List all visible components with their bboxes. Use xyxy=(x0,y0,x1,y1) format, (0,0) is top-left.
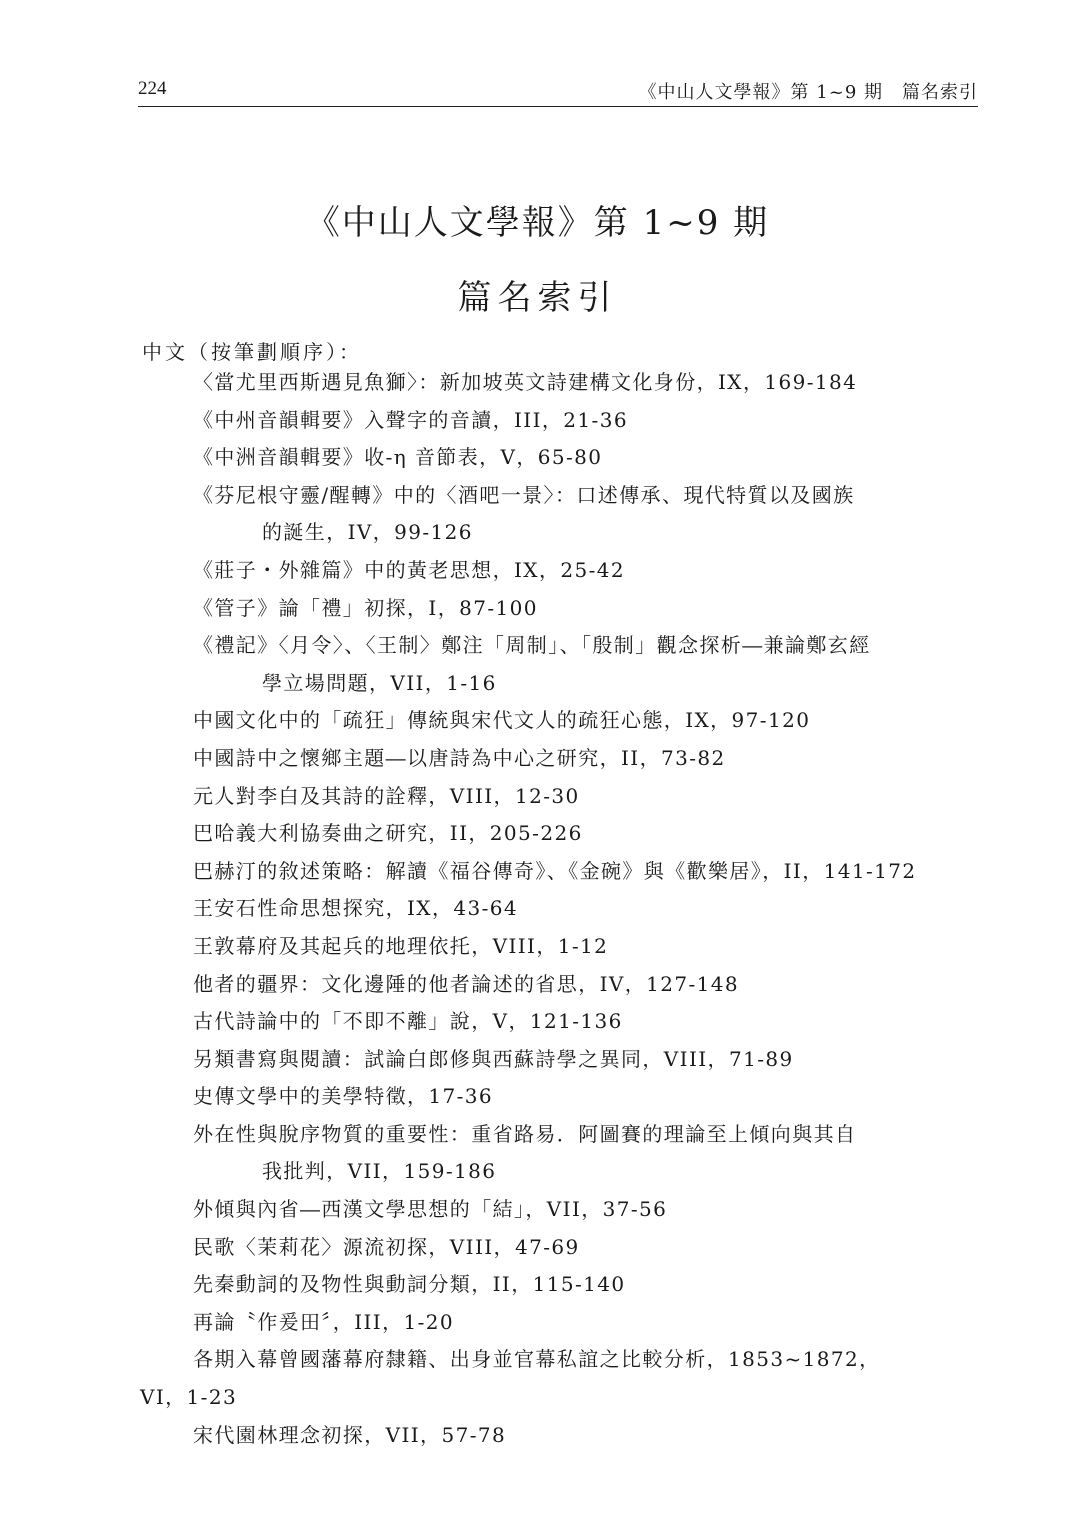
index-entry-continuation: VI，1-23 xyxy=(140,1385,238,1410)
index-entry xyxy=(0,928,1075,966)
index-entry xyxy=(0,364,1075,402)
index-entry-text: 《禮記》〈月令〉、〈王制〉鄭注「周制」、「殷制」觀念探析―兼論鄭玄經 xyxy=(193,633,871,658)
index-entry-text: 史傳文學中的美學特徵，17-36 xyxy=(193,1084,494,1109)
index-entry-text: 巴赫汀的敘述策略：解讀《福谷傳奇》、《金碗》與《歡樂居》，II，141-172 xyxy=(193,858,917,883)
index-entry-text: 《芬尼根守靈/醒轉》中的〈酒吧一景〉：口述傳承、現代特質以及國族 xyxy=(193,482,855,507)
index-entry-text: 元人對李白及其詩的詮釋，VIII，12-30 xyxy=(193,783,580,808)
index-entry-continuation: 我批判，VII，159-186 xyxy=(262,1159,497,1184)
index-entry xyxy=(0,890,1075,928)
index-entry-continuation: 的誕生，IV，99-126 xyxy=(262,520,473,545)
page-title: 《中山人文學報》第 1~9 期 xyxy=(305,203,770,243)
index-entry xyxy=(0,1116,1075,1191)
section-heading: 中文（按筆劃順序）： xyxy=(142,340,362,364)
index-entry-text: 《莊子・外雜篇》中的黃老思想，IX，25-42 xyxy=(193,557,625,582)
index-entry xyxy=(0,702,1075,740)
index-entry xyxy=(0,1078,1075,1116)
index-entry-text: 王安石性命思想探究，IX，43-64 xyxy=(193,896,518,921)
index-entry-text: 民歌〈茉莉花〉源流初探，VIII，47-69 xyxy=(193,1234,580,1259)
page-number: 224 xyxy=(138,78,167,99)
index-entry-text: 古代詩論中的「不即不離」說，V，121-136 xyxy=(193,1009,623,1034)
index-entry xyxy=(0,853,1075,891)
index-entry xyxy=(0,477,1075,552)
index-entry-text: 中國文化中的「疏狂」傳統與宋代文人的疏狂心態，IX，97-120 xyxy=(193,708,811,733)
index-entry-text: 另類書寫與閱讀：試論白郎修與西蘇詩學之異同，VIII，71-89 xyxy=(193,1046,794,1071)
index-entry xyxy=(0,1003,1075,1041)
index-entry-text: 外在性與脫序物質的重要性：重省路易．阿圖賽的理論至上傾向與其自 xyxy=(193,1121,857,1146)
index-list xyxy=(0,364,1075,1454)
index-entry-text: 《中州音韻輯要》入聲字的音讀，III，21-36 xyxy=(193,407,628,432)
index-entry-text: 《管子》論「禮」初探，I，87-100 xyxy=(193,595,538,620)
index-entry-text: 王敦幕府及其起兵的地理依托，VIII，1-12 xyxy=(193,933,609,958)
page-subtitle: 篇名索引 xyxy=(457,278,618,318)
index-entry xyxy=(0,590,1075,628)
index-entry xyxy=(0,1417,1075,1455)
index-entry xyxy=(0,778,1075,816)
index-entry-text: 先秦動詞的及物性與動詞分類，II，115-140 xyxy=(193,1272,626,1297)
index-entry-text: 他者的疆界：文化邊陲的他者論述的省思，IV，127-148 xyxy=(193,971,740,996)
index-entry-text: 宋代園林理念初探，VII，57-78 xyxy=(193,1422,507,1447)
index-entry xyxy=(0,552,1075,590)
index-entry xyxy=(0,1041,1075,1079)
index-entry-text: 《中洲音韻輯要》收-η 音節表，V，65-80 xyxy=(193,445,603,470)
index-entry xyxy=(0,1191,1075,1229)
index-entry xyxy=(0,1229,1075,1267)
index-entry xyxy=(0,1304,1075,1342)
index-entry-continuation: 學立場問題，VII，1-16 xyxy=(262,670,497,695)
index-entry xyxy=(0,1341,1075,1416)
index-entry-text: 中國詩中之懷鄉主題―以唐詩為中心之研究，II，73-82 xyxy=(193,745,726,770)
index-entry-text: 巴哈義大利協奏曲之研究，II，205-226 xyxy=(193,821,583,846)
running-header xyxy=(138,76,978,107)
index-entry-text: 再論〝作爰田〞，III，1-20 xyxy=(193,1309,455,1334)
index-entry xyxy=(0,815,1075,853)
index-entry-text: 〈當尤里西斯遇見魚獅〉：新加坡英文詩建構文化身份，IX，169-184 xyxy=(193,370,858,394)
index-entry xyxy=(0,439,1075,477)
index-entry xyxy=(0,1266,1075,1304)
index-entry-text: 外傾與內省―西漢文學思想的「結」，VII，37-56 xyxy=(193,1197,668,1222)
index-entry xyxy=(0,966,1075,1004)
index-entry xyxy=(0,627,1075,702)
index-entry xyxy=(0,740,1075,778)
running-title: 《中山人文學報》第 1~9 期 篇名索引 xyxy=(638,82,978,103)
index-entry xyxy=(0,402,1075,440)
index-entry-text: 各期入幕曾國藩幕府隸籍、出身並官幕私誼之比較分析，1853~1872， xyxy=(193,1347,881,1372)
